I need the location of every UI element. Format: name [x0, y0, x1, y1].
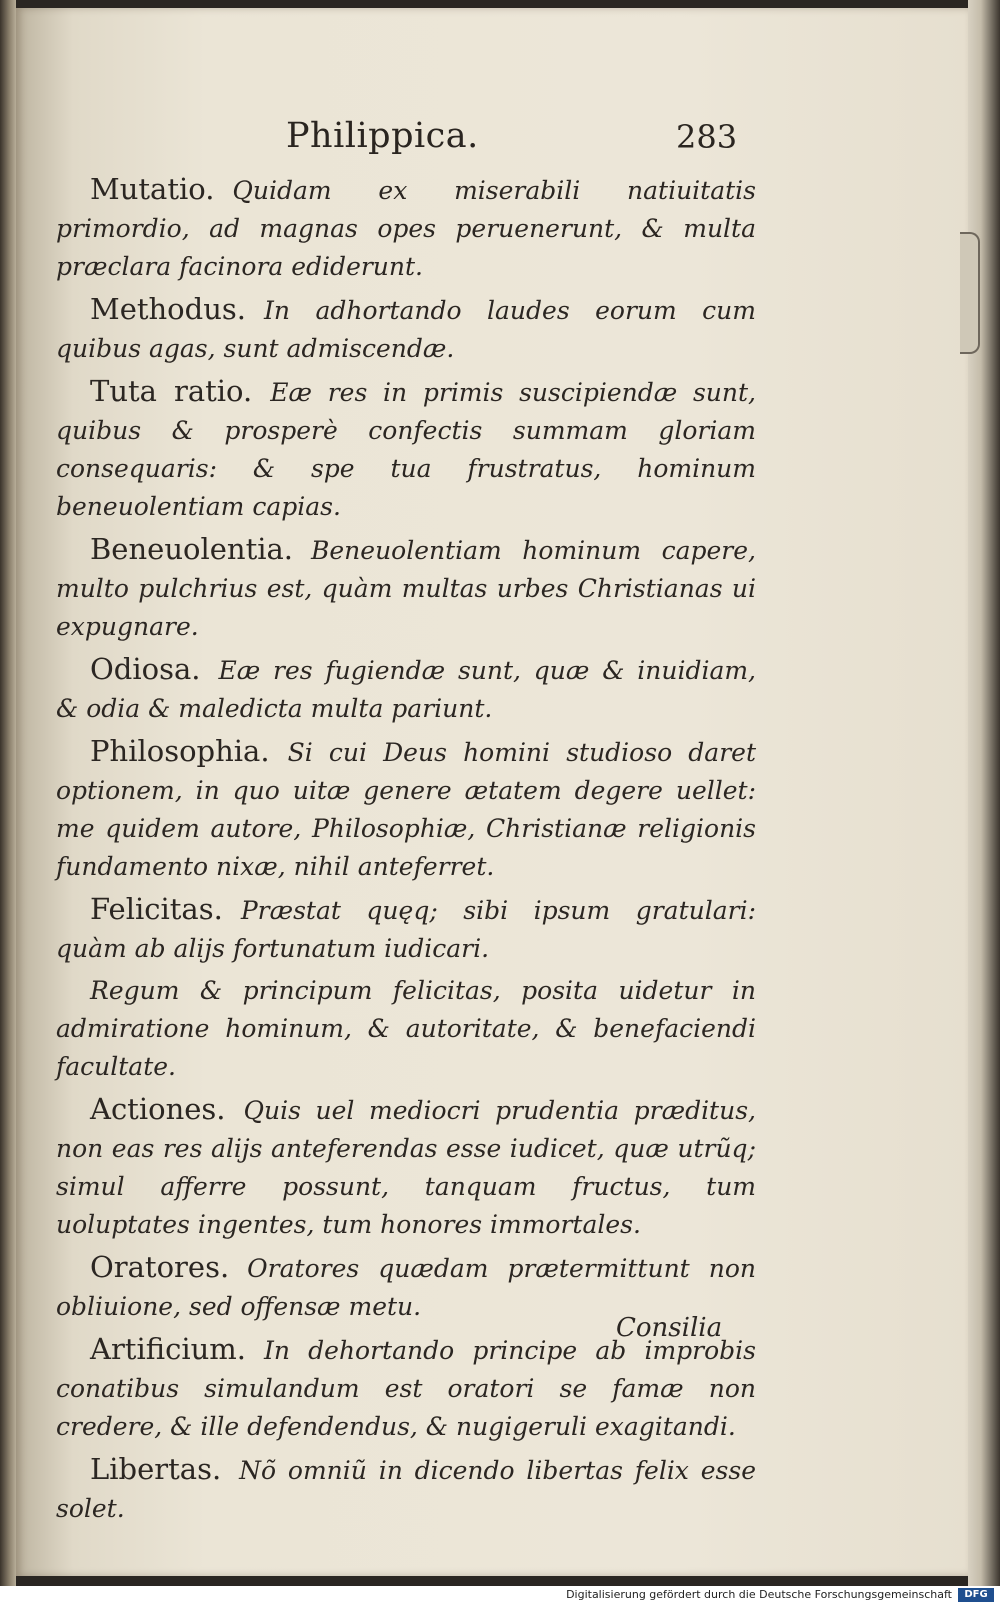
entry-beneuolentia: [56, 530, 756, 646]
entry-keyword: Oratores.: [90, 1250, 230, 1284]
entry-keyword: Mutatio.: [90, 172, 215, 206]
book-page: [16, 8, 968, 1576]
running-title: Philippica.: [286, 116, 479, 156]
entry-text: Nõ omniũ in dicendo libertas felix esse solet.: [56, 1456, 756, 1523]
entry-keyword: Actiones.: [90, 1092, 226, 1126]
catchword: Consilia: [616, 1313, 723, 1343]
entry-keyword: Beneuolentia.: [90, 532, 293, 566]
page-number: 283: [676, 118, 738, 156]
entry-text: Eæ res in primis suscipiendæ sunt, quibus & prosperè confectis summam gloriam consequaris: & spe tua frustratus, hominum beneuolentiam capias.: [56, 378, 756, 521]
entry-keyword: Felicitas.: [90, 892, 223, 926]
entry-libertas: [56, 1450, 756, 1528]
entry-text: Quidam ex miserabili natiuitatis primordio, ad magnas opes peruenerunt, & multa præclara facinora ediderunt.: [56, 176, 756, 281]
digitization-footer: [0, 1586, 1000, 1604]
footer-credit: Digitalisierung gefördert durch die Deutsche Forschungsgemeinschaft: [566, 1588, 952, 1601]
entry-felicitas: [56, 890, 756, 968]
entry-text: Eæ res fugiendæ sunt, quæ & inuidiam, & odia & maledicta multa pariunt.: [56, 656, 756, 723]
entry-artificium: [56, 1330, 756, 1446]
entry-philosophia: [56, 732, 756, 886]
entry-odiosa: [56, 650, 756, 728]
entry-mutatio: [56, 170, 756, 286]
book-spine-edge: [0, 0, 16, 1586]
entry-text: Si cui Deus homini studioso daret optionem, in quo uitæ genere ætatem degere uellet: me quidem autore, Philosophiæ, Christianæ religionis fundamento nixæ, nihil anteferret.: [56, 738, 756, 881]
entry-text: Oratores quædam prætermittunt non obliuione, sed offensæ metu.: [56, 1254, 756, 1321]
entry-keyword: Tuta ratio.: [90, 374, 253, 408]
entry-text: Præstat quęq; sibi ipsum gratulari: quàm ab alijs fortunatum iudicari.: [56, 896, 756, 963]
entry-actiones: [56, 1090, 756, 1244]
entry-keyword: Methodus.: [90, 292, 246, 326]
entry-keyword: Odiosa.: [90, 652, 201, 686]
page-header: [16, 116, 968, 162]
entry-text: In adhortando laudes eorum cum quibus agas, sunt admiscendæ.: [56, 296, 756, 363]
entry-text: In dehortando principe ab improbis conatibus simulandum est oratori se famæ non credere, & ille defendendus, & nugigeruli exagitandi.: [56, 1336, 756, 1441]
dfg-logo: DFG: [958, 1588, 994, 1602]
entry-text: Regum & principum felicitas, posita uidetur in admiratione hominum, & autoritate, & benefaciendi facultate.: [56, 976, 756, 1081]
page-tab-marker: [960, 232, 980, 354]
entry-methodus: [56, 290, 756, 368]
entry-keyword: Artificium.: [90, 1332, 246, 1366]
entry-felicitas-continued: [56, 972, 756, 1086]
entry-keyword: Philosophia.: [90, 734, 270, 768]
entry-tuta-ratio: [56, 372, 756, 526]
entry-text: Quis uel mediocri prudentia præditus, non eas res alijs anteferendas esse iudicet, quæ utrũq; simul afferre possunt, tanquam fructus, tum uoluptates ingentes, tum honores immortales.: [56, 1096, 756, 1239]
entry-keyword: Libertas.: [90, 1452, 222, 1486]
entry-text: Beneuolentiam hominum capere, multo pulchrius est, quàm multas urbes Christianas ui expugnare.: [56, 536, 756, 641]
